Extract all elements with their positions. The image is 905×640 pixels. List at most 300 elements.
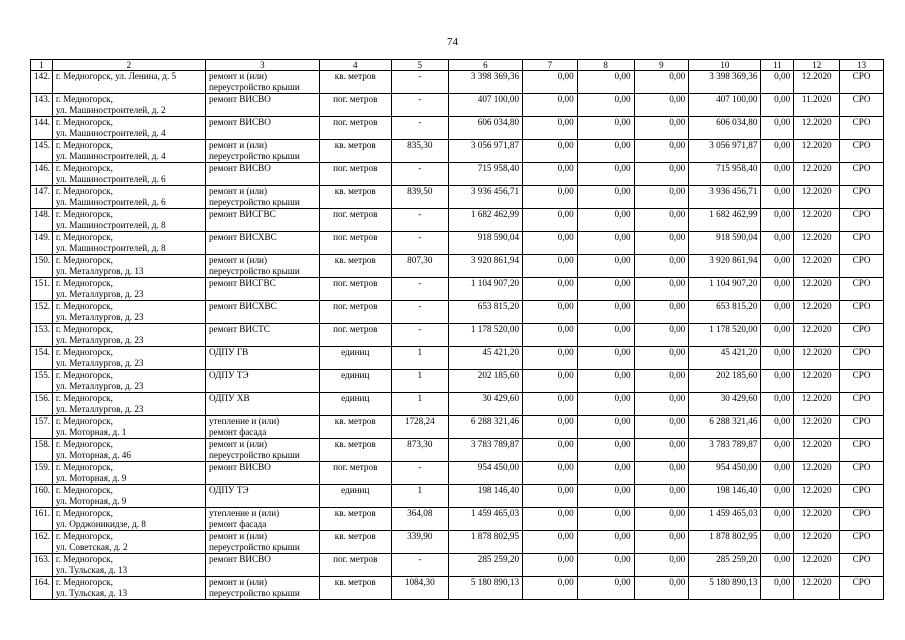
- column-header: 13: [840, 60, 884, 71]
- address-cell-line2: ул. Металлургов, д. 23: [55, 381, 144, 391]
- completion-date-cell: 12.2020: [794, 370, 840, 393]
- fund-cost-cell: 1 682 462,99: [689, 209, 761, 232]
- cost-col9-cell: 0,00: [634, 370, 689, 393]
- total-cost-cell: 407 100,00: [448, 94, 522, 117]
- cost-col8-cell: 0,00: [577, 554, 634, 577]
- address-cell: [52, 462, 205, 485]
- cost-col9-cell: 0,00: [634, 531, 689, 554]
- address-cell: [52, 140, 205, 163]
- address-cell: [52, 485, 205, 508]
- cost-col7-cell: 0,00: [523, 416, 578, 439]
- fund-cost-cell: 3 920 861,94: [689, 255, 761, 278]
- cost-col8-cell: 0,00: [577, 577, 634, 600]
- unit-cell: кв. метров: [319, 531, 391, 554]
- unit-cell: кв. метров: [319, 255, 391, 278]
- unit-cell: пог. метров: [319, 301, 391, 324]
- row-number: 160.: [31, 485, 53, 508]
- fund-cost-cell: 202 185,60: [689, 370, 761, 393]
- unit-cell: пог. метров: [319, 232, 391, 255]
- contractor-cell: СРО: [840, 186, 884, 209]
- address-cell-line2: ул. Моторная, д. 1: [55, 427, 127, 437]
- work-type-cell-line1: ремонт ВИСВО: [208, 94, 271, 104]
- quantity-cell: -: [391, 324, 448, 347]
- quantity-cell: -: [391, 278, 448, 301]
- cost-col8-cell: 0,00: [577, 439, 634, 462]
- cost-col7-cell: 0,00: [523, 186, 578, 209]
- cost-col9-cell: 0,00: [634, 577, 689, 600]
- total-cost-cell: 202 185,60: [448, 370, 522, 393]
- work-type-cell-line2: переустройство крыши: [208, 542, 300, 552]
- contractor-cell: СРО: [840, 462, 884, 485]
- row-number: 156.: [31, 393, 53, 416]
- fund-cost-cell: 407 100,00: [689, 94, 761, 117]
- table-row: [31, 393, 884, 416]
- row-number: 163.: [31, 554, 53, 577]
- work-type-cell-line1: ремонт и (или): [208, 255, 268, 265]
- cost-col11-cell: 0,00: [761, 439, 794, 462]
- cost-col9-cell: 0,00: [634, 117, 689, 140]
- cost-col7-cell: 0,00: [523, 577, 578, 600]
- table-row: [31, 324, 884, 347]
- completion-date-cell: 12.2020: [794, 186, 840, 209]
- work-type-cell-line1: ОДПУ ТЭ: [208, 370, 249, 380]
- row-number: 155.: [31, 370, 53, 393]
- table-row: [31, 94, 884, 117]
- table-row: [31, 278, 884, 301]
- address-cell-line2: ул. Моторная, д. 9: [55, 496, 127, 506]
- cost-col9-cell: 0,00: [634, 278, 689, 301]
- cost-col9-cell: 0,00: [634, 462, 689, 485]
- fund-cost-cell: 1 104 907,20: [689, 278, 761, 301]
- cost-col8-cell: 0,00: [577, 71, 634, 94]
- completion-date-cell: 12.2020: [794, 554, 840, 577]
- column-header: 7: [523, 60, 578, 71]
- address-cell: [52, 416, 205, 439]
- work-type-cell: [205, 71, 319, 94]
- cost-col11-cell: 0,00: [761, 577, 794, 600]
- completion-date-cell: 11.2020: [794, 94, 840, 117]
- unit-cell: единиц: [319, 347, 391, 370]
- address-cell: [52, 232, 205, 255]
- cost-col11-cell: 0,00: [761, 485, 794, 508]
- cost-col11-cell: 0,00: [761, 508, 794, 531]
- address-cell-line2: ул. Металлургов, д. 23: [55, 289, 144, 299]
- completion-date-cell: 12.2020: [794, 577, 840, 600]
- quantity-cell: 1: [391, 393, 448, 416]
- address-cell-line1: г. Медногорск,: [55, 186, 113, 196]
- completion-date-cell: 12.2020: [794, 393, 840, 416]
- work-type-cell: [205, 117, 319, 140]
- fund-cost-cell: 1 459 465,03: [689, 508, 761, 531]
- cost-col9-cell: 0,00: [634, 554, 689, 577]
- work-type-cell-line1: ремонт ВИСХВС: [208, 301, 277, 311]
- total-cost-cell: 198 146,40: [448, 485, 522, 508]
- cost-col7-cell: 0,00: [523, 439, 578, 462]
- cost-col11-cell: 0,00: [761, 209, 794, 232]
- unit-cell: пог. метров: [319, 163, 391, 186]
- cost-col8-cell: 0,00: [577, 324, 634, 347]
- work-type-cell-line1: ремонт и (или): [208, 140, 268, 150]
- cost-col7-cell: 0,00: [523, 462, 578, 485]
- work-type-cell-line1: ремонт ВИСВО: [208, 554, 271, 564]
- unit-cell: пог. метров: [319, 462, 391, 485]
- table-row: [31, 439, 884, 462]
- cost-col7-cell: 0,00: [523, 140, 578, 163]
- cost-col7-cell: 0,00: [523, 301, 578, 324]
- cost-col11-cell: 0,00: [761, 232, 794, 255]
- address-cell-line1: г. Медногорск,: [55, 393, 113, 403]
- page-number: 74: [447, 36, 458, 48]
- table-row: [31, 255, 884, 278]
- cost-col11-cell: 0,00: [761, 255, 794, 278]
- fund-cost-cell: 3 783 789,87: [689, 439, 761, 462]
- address-cell-line2: ул. Металлургов, д. 23: [55, 404, 144, 414]
- quantity-cell: -: [391, 232, 448, 255]
- work-type-cell-line2: переустройство крыши: [208, 197, 300, 207]
- total-cost-cell: 1 878 802,95: [448, 531, 522, 554]
- quantity-cell: 873,30: [391, 439, 448, 462]
- cost-col8-cell: 0,00: [577, 255, 634, 278]
- work-type-cell-line1: ремонт ВИСХВС: [208, 232, 277, 242]
- address-cell: [52, 508, 205, 531]
- contractor-cell: СРО: [840, 209, 884, 232]
- address-cell: [52, 301, 205, 324]
- cost-col9-cell: 0,00: [634, 186, 689, 209]
- cost-col9-cell: 0,00: [634, 209, 689, 232]
- table-row: [31, 370, 884, 393]
- address-cell-line1: г. Медногорск,: [55, 278, 113, 288]
- cost-col9-cell: 0,00: [634, 163, 689, 186]
- fund-cost-cell: 6 288 321,46: [689, 416, 761, 439]
- row-number: 151.: [31, 278, 53, 301]
- quantity-cell: -: [391, 209, 448, 232]
- work-type-cell: [205, 186, 319, 209]
- address-cell: [52, 393, 205, 416]
- contractor-cell: СРО: [840, 140, 884, 163]
- row-number: 142.: [31, 71, 53, 94]
- row-number: 144.: [31, 117, 53, 140]
- cost-col7-cell: 0,00: [523, 209, 578, 232]
- cost-col8-cell: 0,00: [577, 117, 634, 140]
- table-row: [31, 485, 884, 508]
- work-type-cell: [205, 531, 319, 554]
- contractor-cell: СРО: [840, 117, 884, 140]
- address-cell-line1: г. Медногорск,: [55, 508, 113, 518]
- unit-cell: пог. метров: [319, 554, 391, 577]
- cost-col8-cell: 0,00: [577, 278, 634, 301]
- work-type-cell-line1: ремонт ВИСВО: [208, 462, 271, 472]
- work-type-cell-line1: ремонт и (или): [208, 186, 268, 196]
- cost-col8-cell: 0,00: [577, 393, 634, 416]
- contractor-cell: СРО: [840, 71, 884, 94]
- total-cost-cell: 3 920 861,94: [448, 255, 522, 278]
- contractor-cell: СРО: [840, 393, 884, 416]
- cost-col8-cell: 0,00: [577, 301, 634, 324]
- quantity-cell: 1728,24: [391, 416, 448, 439]
- contractor-cell: СРО: [840, 531, 884, 554]
- cost-col9-cell: 0,00: [634, 508, 689, 531]
- unit-cell: пог. метров: [319, 209, 391, 232]
- table-row: [31, 416, 884, 439]
- address-cell-line2: ул. Советская, д. 2: [55, 542, 128, 552]
- table-row: [31, 117, 884, 140]
- cost-col11-cell: 0,00: [761, 416, 794, 439]
- unit-cell: кв. метров: [319, 71, 391, 94]
- work-type-cell: [205, 278, 319, 301]
- unit-cell: пог. метров: [319, 117, 391, 140]
- cost-col7-cell: 0,00: [523, 71, 578, 94]
- quantity-cell: 1: [391, 370, 448, 393]
- cost-col7-cell: 0,00: [523, 94, 578, 117]
- row-number: 146.: [31, 163, 53, 186]
- address-cell-line2: ул. Машиностроителей, д. 8: [55, 243, 166, 253]
- address-cell: [52, 186, 205, 209]
- contractor-cell: СРО: [840, 232, 884, 255]
- address-cell: [52, 370, 205, 393]
- work-type-cell-line2: переустройство крыши: [208, 266, 300, 276]
- work-type-cell: [205, 163, 319, 186]
- column-header: 3: [205, 60, 319, 71]
- quantity-cell: 1: [391, 347, 448, 370]
- address-cell: [52, 531, 205, 554]
- cost-col8-cell: 0,00: [577, 508, 634, 531]
- work-type-cell-line1: ремонт ВИСГВС: [208, 278, 276, 288]
- row-number: 143.: [31, 94, 53, 117]
- work-type-cell: [205, 393, 319, 416]
- address-cell-line2: ул. Моторная, д. 9: [55, 473, 127, 483]
- cost-col11-cell: 0,00: [761, 324, 794, 347]
- address-cell-line1: г. Медногорск,: [55, 232, 113, 242]
- total-cost-cell: 5 180 890,13: [448, 577, 522, 600]
- completion-date-cell: 12.2020: [794, 209, 840, 232]
- row-number: 152.: [31, 301, 53, 324]
- total-cost-cell: 606 034,80: [448, 117, 522, 140]
- completion-date-cell: 12.2020: [794, 140, 840, 163]
- completion-date-cell: 12.2020: [794, 347, 840, 370]
- cost-col7-cell: 0,00: [523, 393, 578, 416]
- cost-col7-cell: 0,00: [523, 324, 578, 347]
- cost-col7-cell: 0,00: [523, 485, 578, 508]
- cost-col9-cell: 0,00: [634, 71, 689, 94]
- address-cell: [52, 577, 205, 600]
- address-cell-line1: г. Медногорск,: [55, 117, 113, 127]
- total-cost-cell: 954 450,00: [448, 462, 522, 485]
- cost-col8-cell: 0,00: [577, 140, 634, 163]
- address-cell: [52, 324, 205, 347]
- row-number: 150.: [31, 255, 53, 278]
- address-cell-line1: г. Медногорск,: [55, 577, 113, 587]
- cost-col8-cell: 0,00: [577, 186, 634, 209]
- row-number: 159.: [31, 462, 53, 485]
- unit-cell: пог. метров: [319, 278, 391, 301]
- cost-col7-cell: 0,00: [523, 163, 578, 186]
- row-number: 145.: [31, 140, 53, 163]
- column-header: 11: [761, 60, 794, 71]
- fund-cost-cell: 5 180 890,13: [689, 577, 761, 600]
- address-cell-line2: ул. Орджоникидзе, д. 8: [55, 519, 146, 529]
- address-cell-line2: ул. Машиностроителей, д. 4: [55, 151, 166, 161]
- column-header: 5: [391, 60, 448, 71]
- row-number: 147.: [31, 186, 53, 209]
- contractor-cell: СРО: [840, 255, 884, 278]
- completion-date-cell: 12.2020: [794, 485, 840, 508]
- fund-cost-cell: 45 421,20: [689, 347, 761, 370]
- cost-col11-cell: 0,00: [761, 301, 794, 324]
- work-type-cell-line2: переустройство крыши: [208, 151, 300, 161]
- completion-date-cell: 12.2020: [794, 439, 840, 462]
- row-number: 157.: [31, 416, 53, 439]
- table-row: [31, 554, 884, 577]
- cost-col9-cell: 0,00: [634, 324, 689, 347]
- address-cell-line2: ул. Машиностроителей, д. 6: [55, 174, 166, 184]
- fund-cost-cell: 954 450,00: [689, 462, 761, 485]
- cost-col7-cell: 0,00: [523, 508, 578, 531]
- cost-col9-cell: 0,00: [634, 255, 689, 278]
- fund-cost-cell: 653 815,20: [689, 301, 761, 324]
- address-cell: [52, 209, 205, 232]
- work-type-cell: [205, 462, 319, 485]
- completion-date-cell: 12.2020: [794, 462, 840, 485]
- contractor-cell: СРО: [840, 324, 884, 347]
- address-cell-line1: г. Медногорск,: [55, 370, 113, 380]
- unit-cell: пог. метров: [319, 94, 391, 117]
- fund-cost-cell: 715 958,40: [689, 163, 761, 186]
- address-cell-line1: г. Медногорск,: [55, 531, 113, 541]
- total-cost-cell: 3 783 789,87: [448, 439, 522, 462]
- work-type-cell: [205, 485, 319, 508]
- quantity-cell: 839,50: [391, 186, 448, 209]
- completion-date-cell: 12.2020: [794, 71, 840, 94]
- work-type-cell: [205, 301, 319, 324]
- unit-cell: кв. метров: [319, 140, 391, 163]
- address-cell: [52, 71, 205, 94]
- fund-cost-cell: 1 878 802,95: [689, 531, 761, 554]
- column-header: 2: [52, 60, 205, 71]
- table-body: [31, 71, 884, 600]
- repair-schedule-table: [30, 59, 884, 600]
- cost-col9-cell: 0,00: [634, 140, 689, 163]
- work-type-cell: [205, 324, 319, 347]
- cost-col7-cell: 0,00: [523, 232, 578, 255]
- cost-col8-cell: 0,00: [577, 94, 634, 117]
- address-cell-line2: ул. Машиностроителей, д. 2: [55, 105, 166, 115]
- cost-col11-cell: 0,00: [761, 140, 794, 163]
- work-type-cell-line2: переустройство крыши: [208, 82, 300, 92]
- contractor-cell: СРО: [840, 577, 884, 600]
- work-type-cell-line1: ремонт ВИСГВС: [208, 209, 276, 219]
- address-cell-line1: г. Медногорск,: [55, 163, 113, 173]
- column-header: 1: [31, 60, 53, 71]
- address-cell: [52, 439, 205, 462]
- cost-col9-cell: 0,00: [634, 416, 689, 439]
- address-cell-line2: ул. Машиностроителей, д. 8: [55, 220, 166, 230]
- address-cell-line1: г. Медногорск,: [55, 94, 113, 104]
- quantity-cell: 1084,30: [391, 577, 448, 600]
- column-header: 4: [319, 60, 391, 71]
- work-type-cell-line1: ремонт ВИСВО: [208, 117, 271, 127]
- address-cell: [52, 255, 205, 278]
- table-row: [31, 347, 884, 370]
- quantity-cell: 364,08: [391, 508, 448, 531]
- completion-date-cell: 12.2020: [794, 255, 840, 278]
- total-cost-cell: 45 421,20: [448, 347, 522, 370]
- total-cost-cell: 1 178 520,00: [448, 324, 522, 347]
- contractor-cell: СРО: [840, 278, 884, 301]
- completion-date-cell: 12.2020: [794, 531, 840, 554]
- column-header: 9: [634, 60, 689, 71]
- cost-col11-cell: 0,00: [761, 393, 794, 416]
- address-cell-line2: ул. Металлургов, д. 23: [55, 335, 144, 345]
- total-cost-cell: 3 056 971,87: [448, 140, 522, 163]
- table-row: [31, 232, 884, 255]
- completion-date-cell: 12.2020: [794, 324, 840, 347]
- unit-cell: единиц: [319, 393, 391, 416]
- completion-date-cell: 12.2020: [794, 232, 840, 255]
- address-cell: [52, 163, 205, 186]
- contractor-cell: СРО: [840, 554, 884, 577]
- cost-col11-cell: 0,00: [761, 554, 794, 577]
- address-cell-line1: г. Медногорск,: [55, 554, 113, 564]
- quantity-cell: -: [391, 94, 448, 117]
- total-cost-cell: 1 459 465,03: [448, 508, 522, 531]
- total-cost-cell: 1 104 907,20: [448, 278, 522, 301]
- fund-cost-cell: 285 259,20: [689, 554, 761, 577]
- table-row: [31, 531, 884, 554]
- cost-col11-cell: 0,00: [761, 117, 794, 140]
- work-type-cell-line1: ремонт ВИСТС: [208, 324, 270, 334]
- row-number: 164.: [31, 577, 53, 600]
- address-cell-line1: г. Медногорск,: [55, 439, 113, 449]
- quantity-cell: -: [391, 117, 448, 140]
- address-cell-line2: ул. Металлургов, д. 23: [55, 312, 144, 322]
- work-type-cell: [205, 255, 319, 278]
- cost-col11-cell: 0,00: [761, 94, 794, 117]
- row-number: 153.: [31, 324, 53, 347]
- address-cell-line1: г. Медногорск,: [55, 324, 113, 334]
- column-number-header-row: [31, 60, 884, 71]
- cost-col11-cell: 0,00: [761, 278, 794, 301]
- unit-cell: пог. метров: [319, 324, 391, 347]
- address-cell-line2: ул. Металлургов, д. 13: [55, 266, 144, 276]
- address-cell-line1: г. Медногорск,: [55, 416, 113, 426]
- row-number: 148.: [31, 209, 53, 232]
- total-cost-cell: 653 815,20: [448, 301, 522, 324]
- table-row: [31, 186, 884, 209]
- address-cell-line2: ул. Металлургов, д. 23: [55, 358, 144, 368]
- cost-col11-cell: 0,00: [761, 531, 794, 554]
- fund-cost-cell: 30 429,60: [689, 393, 761, 416]
- cost-col8-cell: 0,00: [577, 232, 634, 255]
- address-cell: [52, 347, 205, 370]
- column-header: 10: [689, 60, 761, 71]
- unit-cell: кв. метров: [319, 186, 391, 209]
- cost-col11-cell: 0,00: [761, 370, 794, 393]
- cost-col9-cell: 0,00: [634, 232, 689, 255]
- address-cell-line1: г. Медногорск,: [55, 485, 113, 495]
- contractor-cell: СРО: [840, 485, 884, 508]
- cost-col7-cell: 0,00: [523, 370, 578, 393]
- total-cost-cell: 918 590,04: [448, 232, 522, 255]
- total-cost-cell: 285 259,20: [448, 554, 522, 577]
- work-type-cell: [205, 508, 319, 531]
- work-type-cell: [205, 94, 319, 117]
- cost-col9-cell: 0,00: [634, 439, 689, 462]
- contractor-cell: СРО: [840, 347, 884, 370]
- quantity-cell: -: [391, 301, 448, 324]
- table-row: [31, 209, 884, 232]
- unit-cell: кв. метров: [319, 577, 391, 600]
- work-type-cell: [205, 140, 319, 163]
